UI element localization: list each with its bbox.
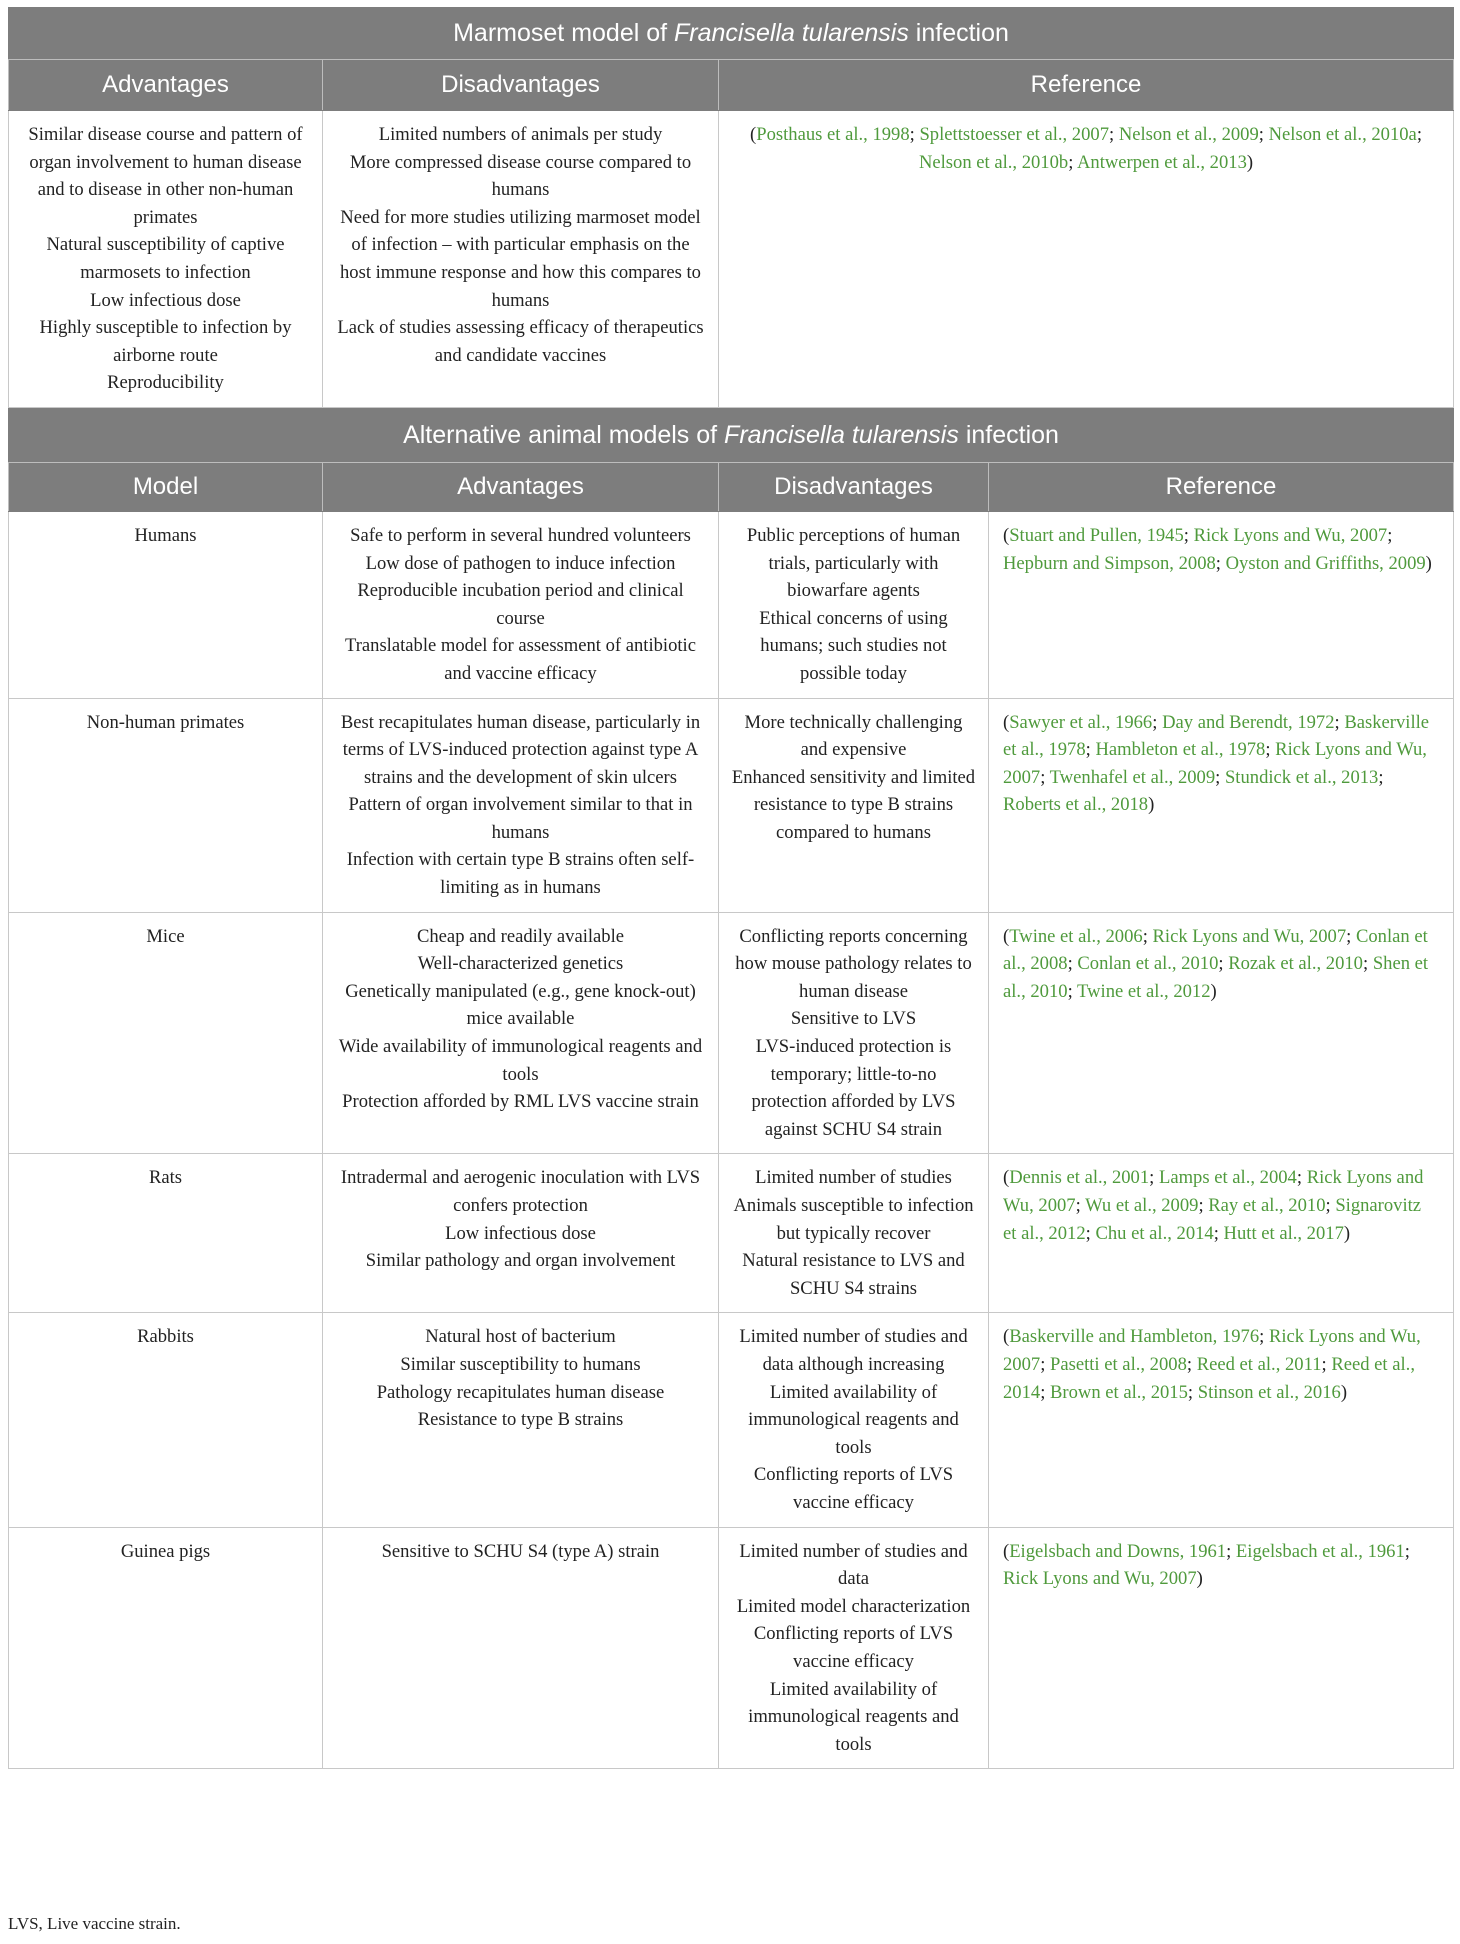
reference-link[interactable]: Brown et al., 2015 — [1050, 1381, 1188, 1403]
reference-link[interactable]: Rick Lyons and Wu, 2007 — [1003, 739, 1427, 788]
reference-link[interactable]: Twenhafel et al., 2009 — [1049, 766, 1216, 788]
cell-line: Need for more studies utilizing marmoset model of infection – with particular emphasis on the host immune response and how this compares to humans — [340, 206, 701, 311]
model-name: Rats — [9, 1154, 323, 1313]
reference-link[interactable]: Twine et al., 2006 — [1009, 925, 1143, 947]
cell-line: More technically challenging and expensive — [744, 711, 963, 761]
cell-line: Conflicting reports of LVS vaccine efficacy — [753, 1464, 954, 1513]
reference-link[interactable]: Hepburn and Simpson, 2008 — [1003, 552, 1216, 574]
cell-line: Intradermal and aerogenic inoculation with LVS confers protection — [340, 1167, 701, 1216]
col-header-disadvantages: Disadvantages — [323, 60, 719, 111]
footnote: LVS, Live vaccine strain. — [8, 1914, 181, 1933]
reference-link[interactable]: Antwerpen et al., 2013 — [1076, 151, 1247, 173]
col-header-disadvantages: Disadvantages — [719, 462, 989, 511]
reference-link[interactable]: Stundick et al., 2013 — [1224, 766, 1379, 788]
model-references: (Eigelsbach and Downs, 1961; Eigelsbach et al., 1961; Rick Lyons and Wu, 2007) — [989, 1527, 1454, 1769]
model-advantages — [323, 912, 719, 1154]
cell-line: Limited number of studies — [755, 1167, 952, 1189]
marmoset-title: Marmoset model of Francisella tularensis infection — [9, 8, 1454, 60]
model-name: Mice — [9, 912, 323, 1154]
table-container — [8, 7, 1453, 1769]
reference-link[interactable]: Lamps et al., 2004 — [1158, 1167, 1297, 1189]
reference-link[interactable]: Hambleton et al., 1978 — [1095, 739, 1266, 761]
alternative-title: Alternative animal models of Francisella tularensis infection — [9, 408, 1454, 462]
cell-line: Highly susceptible to infection by airborne route — [39, 317, 292, 366]
reference-link[interactable]: Nelson et al., 2009 — [1118, 124, 1259, 145]
table-row — [9, 511, 1454, 698]
col-header-reference: Reference — [989, 462, 1454, 511]
reference-link[interactable]: Day and Berendt, 1972 — [1162, 711, 1335, 733]
reference-link[interactable]: Wu et al., 2009 — [1085, 1195, 1199, 1216]
reference-link[interactable]: Signarovitz et al., 2012 — [1003, 1195, 1422, 1244]
reference-link[interactable]: Stuart and Pullen, 1945 — [1009, 524, 1184, 546]
reference-link[interactable]: Sawyer et al., 1966 — [1009, 711, 1153, 733]
cell-line: Safe to perform in several hundred volunteers — [350, 524, 691, 546]
alternative-table — [8, 408, 1454, 1769]
model-references: (Stuart and Pullen, 1945; Rick Lyons and Wu, 2007; Hepburn and Simpson, 2008; Oyston and Griffiths, 2009) — [989, 511, 1454, 698]
cell-line: Natural resistance to LVS and SCHU S4 strains — [742, 1250, 965, 1299]
cell-line: Genetically manipulated (e.g., gene knock-out) mice available — [345, 980, 696, 1030]
cell-line: Conflicting reports of LVS vaccine efficacy — [753, 1623, 954, 1672]
model-advantages — [323, 698, 719, 912]
reference-link[interactable]: Chu et al., 2014 — [1095, 1222, 1214, 1244]
marmoset-disadvantages — [323, 111, 719, 408]
reference-link[interactable]: Rick Lyons and Wu, 2007 — [1193, 524, 1388, 546]
col-header-model: Model — [9, 462, 323, 511]
cell-line: Reproducible incubation period and clinical course — [357, 580, 684, 629]
cell-line: Animals susceptible to infection but typically recover — [733, 1195, 974, 1244]
model-advantages — [323, 1313, 719, 1527]
reference-link[interactable]: Splettstoesser et al., 2007 — [919, 124, 1109, 145]
table-row — [9, 912, 1454, 1154]
model-disadvantages — [719, 511, 989, 698]
table-row — [9, 1313, 1454, 1527]
reference-link[interactable]: Posthaus et al., 1998 — [756, 124, 910, 145]
cell-line: Similar pathology and organ involvement — [365, 1250, 676, 1272]
reference-link[interactable]: Conlan et al., 2010 — [1077, 953, 1219, 975]
cell-line: Wide availability of immunological reagents and tools — [338, 1036, 703, 1085]
reference-link[interactable]: Reed et al., 2014 — [1003, 1353, 1415, 1403]
reference-link[interactable]: Nelson et al., 2010b — [918, 151, 1069, 173]
reference-link[interactable]: Roberts et al., 2018 — [1003, 794, 1149, 816]
model-advantages — [323, 1154, 719, 1313]
cell-line: Limited number of studies and data although increasing — [739, 1326, 968, 1375]
marmoset-references: (Posthaus et al., 1998; Splettstoesser et al., 2007; Nelson et al., 2009; Nelson et al., 2010a; Nelson et al., 2010b; Antwerpen et al., 2013) — [719, 111, 1454, 408]
cell-line: Natural susceptibility of captive marmosets to infection — [46, 234, 285, 283]
reference-link[interactable]: Rick Lyons and Wu, 2007 — [1152, 925, 1347, 947]
cell-line: Enhanced sensitivity and limited resistance to type B strains compared to humans — [731, 766, 976, 843]
cell-line: Pathology recapitulates human disease — [376, 1381, 665, 1403]
reference-link[interactable]: Baskerville and Hambleton, 1976 — [1009, 1326, 1260, 1348]
cell-line: Sensitive to LVS — [790, 1008, 917, 1030]
reference-link[interactable]: Reed et al., 2011 — [1196, 1353, 1322, 1375]
cell-line: Limited numbers of animals per study — [378, 124, 663, 145]
cell-line: Best recapitulates human disease, particularly in terms of LVS-induced protection against type A strains and the development of skin ulcers — [340, 711, 701, 788]
col-header-advantages: Advantages — [323, 462, 719, 511]
table-row — [9, 1154, 1454, 1313]
reference-link[interactable]: Dennis et al., 2001 — [1009, 1167, 1150, 1189]
cell-line: Translatable model for assessment of antibiotic and vaccine efficacy — [345, 635, 696, 684]
cell-line: Limited number of studies and data — [739, 1540, 968, 1590]
cell-line: Low dose of pathogen to induce infection — [365, 552, 676, 574]
table-row — [9, 1527, 1454, 1769]
model-references: (Twine et al., 2006; Rick Lyons and Wu, 2007; Conlan et al., 2008; Conlan et al., 2010; Rozak et al., 2010; Shen et al., 2010; Twine et al., 2012) — [989, 912, 1454, 1154]
cell-line: Resistance to type B strains — [417, 1409, 624, 1431]
cell-line: Reproducibility — [107, 372, 224, 394]
model-name: Guinea pigs — [9, 1527, 323, 1769]
reference-link[interactable]: Eigelsbach and Downs, 1961 — [1009, 1540, 1227, 1562]
cell-line: Similar susceptibility to humans — [400, 1353, 641, 1375]
marmoset-table — [8, 7, 1454, 408]
reference-link[interactable]: Conlan et al., 2008 — [1003, 925, 1428, 975]
cell-line: Low infectious dose — [90, 289, 241, 311]
cell-line: Natural host of bacterium — [425, 1326, 616, 1348]
reference-link[interactable]: Pasetti et al., 2008 — [1050, 1353, 1187, 1375]
reference-link[interactable]: Stinson et al., 2016 — [1197, 1381, 1341, 1403]
model-references: (Sawyer et al., 1966; Day and Berendt, 1972; Baskerville et al., 1978; Hambleton et al., 1978; Rick Lyons and Wu, 2007; Twenhafel et al., 2009; Stundick et al., 2013; Roberts et al., 2018) — [989, 698, 1454, 912]
reference-link[interactable]: Ray et al., 2010 — [1208, 1195, 1326, 1216]
model-disadvantages — [719, 1154, 989, 1313]
alternative-body — [9, 511, 1454, 1768]
cell-line: LVS-induced protection is temporary; little-to-no protection afforded by LVS against SCHU S4 strain — [751, 1036, 956, 1140]
marmoset-row — [9, 111, 1454, 408]
model-disadvantages — [719, 1527, 989, 1769]
cell-line: Limited model characterization — [736, 1595, 971, 1617]
cell-line: Low infectious dose — [445, 1222, 596, 1244]
cell-line: Public perceptions of human trials, particularly with biowarfare agents — [746, 524, 961, 602]
cell-line: Cheap and readily available — [416, 925, 625, 947]
model-references: (Dennis et al., 2001; Lamps et al., 2004; Rick Lyons and Wu, 2007; Wu et al., 2009; Ray et al., 2010; Signarovitz et al., 2012; Chu et al., 2014; Hutt et al., 2017) — [989, 1154, 1454, 1313]
reference-link[interactable]: Hutt et al., 2017 — [1223, 1222, 1344, 1244]
cell-line: Pattern of organ involvement similar to that in humans — [348, 794, 693, 843]
marmoset-advantages — [9, 111, 323, 408]
cell-line: Conflicting reports concerning how mouse pathology relates to human disease — [735, 925, 972, 1002]
table-row — [9, 698, 1454, 912]
reference-link[interactable]: Rick Lyons and Wu, 2007 — [1003, 1326, 1421, 1375]
model-advantages — [323, 511, 719, 698]
model-advantages — [323, 1527, 719, 1769]
reference-link[interactable]: Baskerville et al., 1978 — [1003, 711, 1430, 761]
cell-line: Ethical concerns of using humans; such studies not possible today — [759, 607, 948, 684]
cell-line: Protection afforded by RML LVS vaccine strain — [342, 1091, 699, 1113]
model-name: Humans — [9, 511, 323, 698]
cell-line: Limited availability of immunological reagents and tools — [748, 1678, 959, 1755]
cell-line: Well-characterized genetics — [417, 953, 624, 975]
reference-link[interactable]: Eigelsbach et al., 1961 — [1235, 1540, 1405, 1562]
col-header-reference: Reference — [719, 60, 1454, 111]
reference-link[interactable]: Nelson et al., 2010a — [1268, 124, 1417, 145]
cell-line: Sensitive to SCHU S4 (type A) strain — [381, 1540, 660, 1562]
reference-link[interactable]: Oyston and Griffiths, 2009 — [1225, 552, 1426, 574]
reference-link[interactable]: Rozak et al., 2010 — [1228, 953, 1363, 975]
model-disadvantages — [719, 912, 989, 1154]
cell-line: Similar disease course and pattern of organ involvement to human disease and to disease in other non-human primates — [28, 124, 303, 228]
cell-line: Limited availability of immunological reagents and tools — [748, 1381, 959, 1458]
reference-link[interactable]: Rick Lyons and Wu, 2007 — [1003, 1568, 1197, 1590]
col-header-advantages: Advantages — [9, 60, 323, 111]
cell-line: More compressed disease course compared to humans — [349, 151, 692, 201]
model-name: Non-human primates — [9, 698, 323, 912]
model-references: (Baskerville and Hambleton, 1976; Rick Lyons and Wu, 2007; Pasetti et al., 2008; Reed et al., 2011; Reed et al., 2014; Brown et al., 2015; Stinson et al., 2016) — [989, 1313, 1454, 1527]
cell-line: Infection with certain type B strains often self-limiting as in humans — [346, 849, 695, 899]
model-disadvantages — [719, 698, 989, 912]
reference-link[interactable]: Rick Lyons and Wu, 2007 — [1003, 1167, 1424, 1216]
model-disadvantages — [719, 1313, 989, 1527]
cell-line: Lack of studies assessing efficacy of therapeutics and candidate vaccines — [337, 317, 704, 366]
reference-link[interactable]: Twine et al., 2012 — [1077, 980, 1211, 1002]
model-name: Rabbits — [9, 1313, 323, 1527]
reference-link[interactable]: Shen et al., 2010 — [1003, 953, 1429, 1002]
